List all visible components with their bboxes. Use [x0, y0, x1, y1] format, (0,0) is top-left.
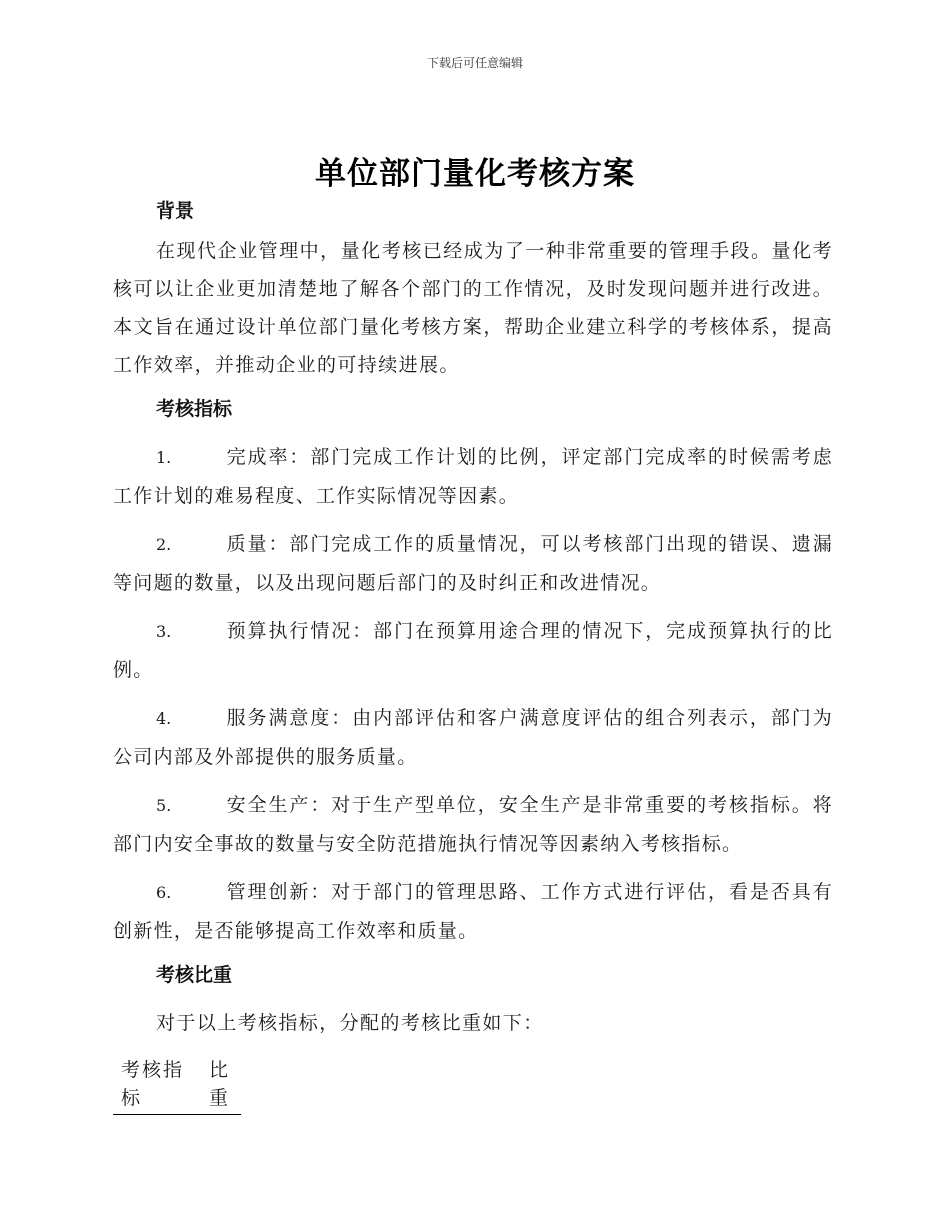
indicator-list [113, 438, 833, 950]
item-number: 1. [156, 448, 172, 467]
background-paragraph: 在现代企业管理中，量化考核已经成为了一种非常重要的管理手段。量化考核可以让企业更加清楚地了解各个部门的工作情况，及时发现问题并进行改进。本文旨在通过设计单位部门量化考核方案，帮助企业建立科学的考核体系，提高工作效率，并推动企业的可持续进展。 [113, 240, 833, 376]
weights-table-wrapper [113, 1056, 833, 1115]
header-note: 下载后可任意编辑 [426, 56, 523, 70]
item-text: 完成率：部门完成工作计划的比例，评定部门完成率的时候需考虑工作计划的难易程度、工作实际情况等因素。 [113, 446, 833, 507]
weights-table [113, 1056, 241, 1115]
item-text: 管理创新：对于部门的管理思路、工作方式进行评估，看是否具有创新性，是否能够提高工作效率和质量。 [113, 881, 833, 942]
weights-intro: 对于以上考核指标，分配的考核比重如下： [156, 1012, 544, 1034]
item-text: 服务满意度：由内部评估和客户满意度评估的组合列表示，部门为公司内部及外部提供的服务质量。 [113, 707, 833, 768]
item-number: 2. [156, 535, 172, 554]
list-item [113, 438, 833, 515]
section-heading-weights: 考核比重 [156, 964, 233, 986]
item-number: 6. [156, 883, 172, 902]
list-item [113, 612, 833, 689]
item-text: 安全生产：对于生产型单位，安全生产是非常重要的考核指标。将部门内安全事故的数量与安全防范措施执行情况等因素纳入考核指标。 [113, 794, 833, 855]
document-body [113, 196, 833, 1115]
list-item [113, 873, 833, 950]
list-item [113, 699, 833, 776]
column-header-indicator: 考核指标 [113, 1056, 201, 1115]
list-item [113, 786, 833, 863]
section-heading-background: 背景 [156, 200, 195, 222]
column-header-weight: 比重 [201, 1056, 241, 1115]
item-text: 预算执行情况：部门在预算用途合理的情况下，完成预算执行的比例。 [113, 620, 833, 681]
item-number: 5. [156, 796, 172, 815]
item-number: 4. [156, 709, 172, 728]
document-title: 单位部门量化考核方案 [315, 156, 635, 192]
list-item [113, 525, 833, 602]
table-header-row [113, 1056, 241, 1115]
section-heading-indicators: 考核指标 [156, 398, 233, 420]
item-number: 3. [156, 622, 172, 641]
item-text: 质量：部门完成工作的质量情况，可以考核部门出现的错误、遗漏等问题的数量，以及出现问题后部门的及时纠正和改进情况。 [113, 533, 833, 594]
